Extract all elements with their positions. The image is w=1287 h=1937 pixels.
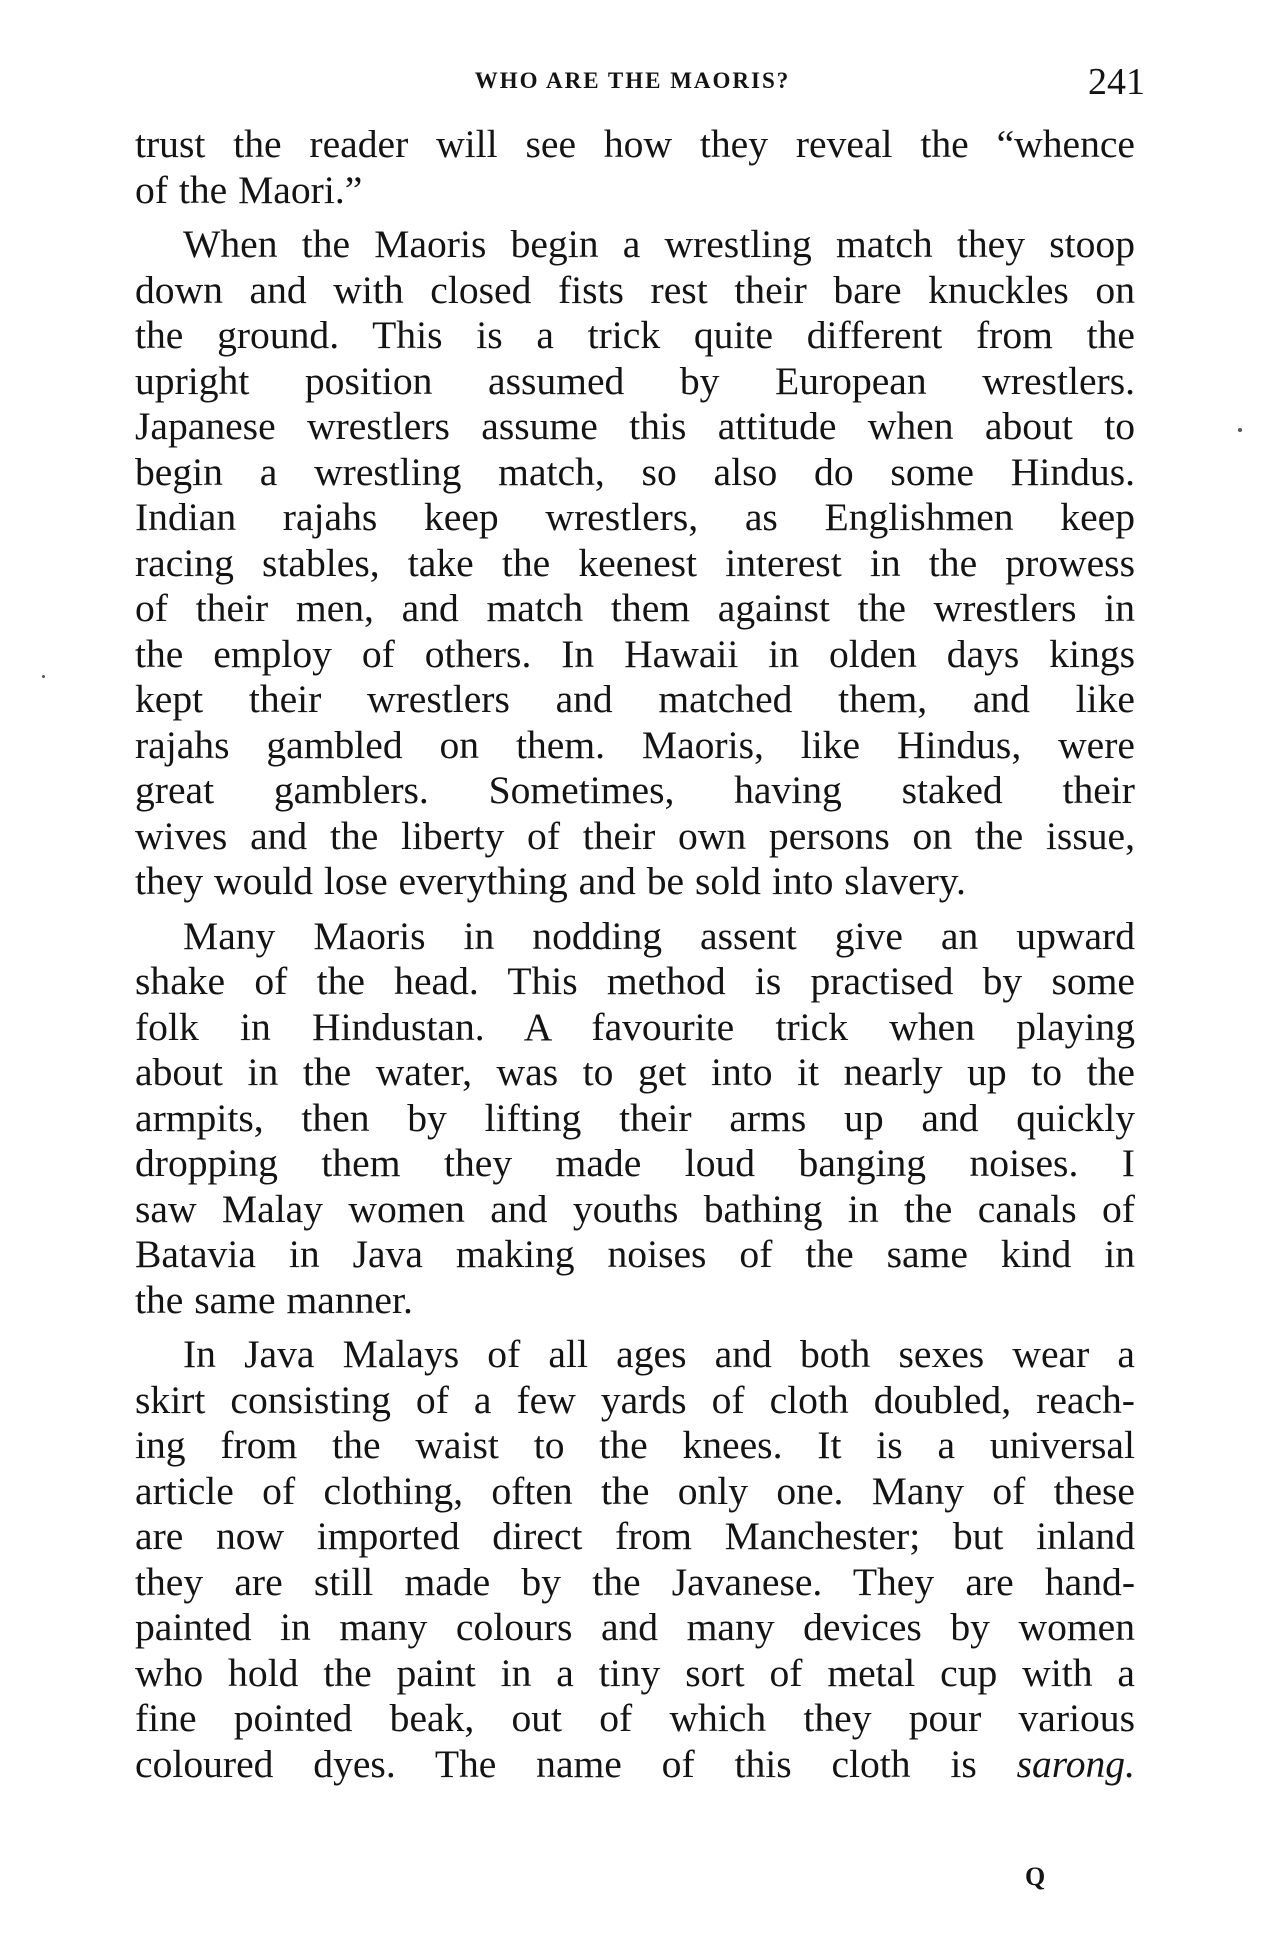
text-line: shake of the head. This method is practised by some [135, 959, 1135, 1003]
italic-term: sarong. [1016, 1741, 1135, 1786]
text-line: the ground. This is a trick quite different from the [135, 313, 1135, 357]
print-speck [1238, 428, 1242, 432]
text-line: who hold the paint in a tiny sort of metal cup with a [135, 1650, 1135, 1695]
text-line: the same manner. [135, 1277, 413, 1322]
paragraph [135, 222, 1135, 905]
text-line: saw Malay women and youths bathing in the canals of [135, 1186, 1135, 1231]
text-line: folk in Hindustan. A favourite trick when playing [135, 1004, 1135, 1049]
text-line: racing stables, take the keenest interest in the prowess [135, 540, 1135, 585]
text-line: great gamblers. Sometimes, having staked their [135, 768, 1135, 812]
text-line: fine pointed beak, out of which they pour various [135, 1696, 1135, 1740]
running-head [160, 60, 1145, 110]
text-line: Indian rajahs keep wrestlers, as Englishmen keep [135, 495, 1135, 539]
text-line: they would lose everything and be sold into slavery. [135, 859, 966, 903]
text-line: dropping them they made loud banging noises. I [135, 1141, 1135, 1185]
text-line: of the Maori.” [135, 167, 363, 212]
body-text [135, 122, 1135, 1796]
text-line: of their men, and match them against the wrestlers in [135, 586, 1135, 630]
text-line: coloured dyes. The name of this cloth is sarong. [135, 1741, 1135, 1786]
text-line: Batavia in Java making noises of the same kind in [135, 1232, 1135, 1276]
text-line: about in the water, was to get into it nearly up to the [135, 1050, 1135, 1094]
text-line: rajahs gambled on them. Maoris, like Hindus, were [135, 722, 1135, 767]
page-number: 241 [1088, 61, 1145, 103]
signature-mark: Q [1025, 1862, 1046, 1891]
text-line: the employ of others. In Hawaii in olden days kings [135, 631, 1135, 676]
text-line: armpits, then by lifting their arms up and quickly [135, 1095, 1135, 1140]
text-line: are now imported direct from Manchester; but inland [135, 1514, 1135, 1558]
paragraph [135, 1332, 1135, 1787]
text-line: ing from the waist to the knees. It is a universal [135, 1423, 1135, 1467]
text-line: down and with closed fists rest their bare knuckles on [135, 267, 1135, 312]
paragraph [135, 122, 1135, 213]
text-line: begin a wrestling match, so also do some Hindus. [135, 449, 1135, 494]
text-line: wives and the liberty of their own persons on the issue, [135, 813, 1135, 858]
text-line: upright position assumed by European wrestlers. [135, 358, 1135, 403]
text-line: trust the reader will see how they reveal the “whence [135, 122, 1135, 166]
print-speck [42, 675, 45, 678]
text-line: article of clothing, often the only one. Many of these [135, 1468, 1135, 1513]
paragraph [135, 914, 1135, 1324]
running-title: WHO ARE THE MAORIS? [474, 68, 791, 93]
text-line: skirt consisting of a few yards of cloth doubled, reach- [135, 1377, 1135, 1422]
text-line: painted in many colours and many devices by women [135, 1605, 1135, 1649]
text-line: kept their wrestlers and matched them, and like [135, 677, 1135, 721]
text-line: When the Maoris begin a wrestling match they stoop [183, 222, 1135, 266]
text-line: Many Maoris in nodding assent give an upward [183, 913, 1135, 958]
text-line: In Java Malays of all ages and both sexes wear a [183, 1332, 1135, 1376]
text-line: Japanese wrestlers assume this attitude when about to [135, 404, 1135, 448]
text-line: they are still made by the Javanese. They are hand- [135, 1559, 1135, 1604]
